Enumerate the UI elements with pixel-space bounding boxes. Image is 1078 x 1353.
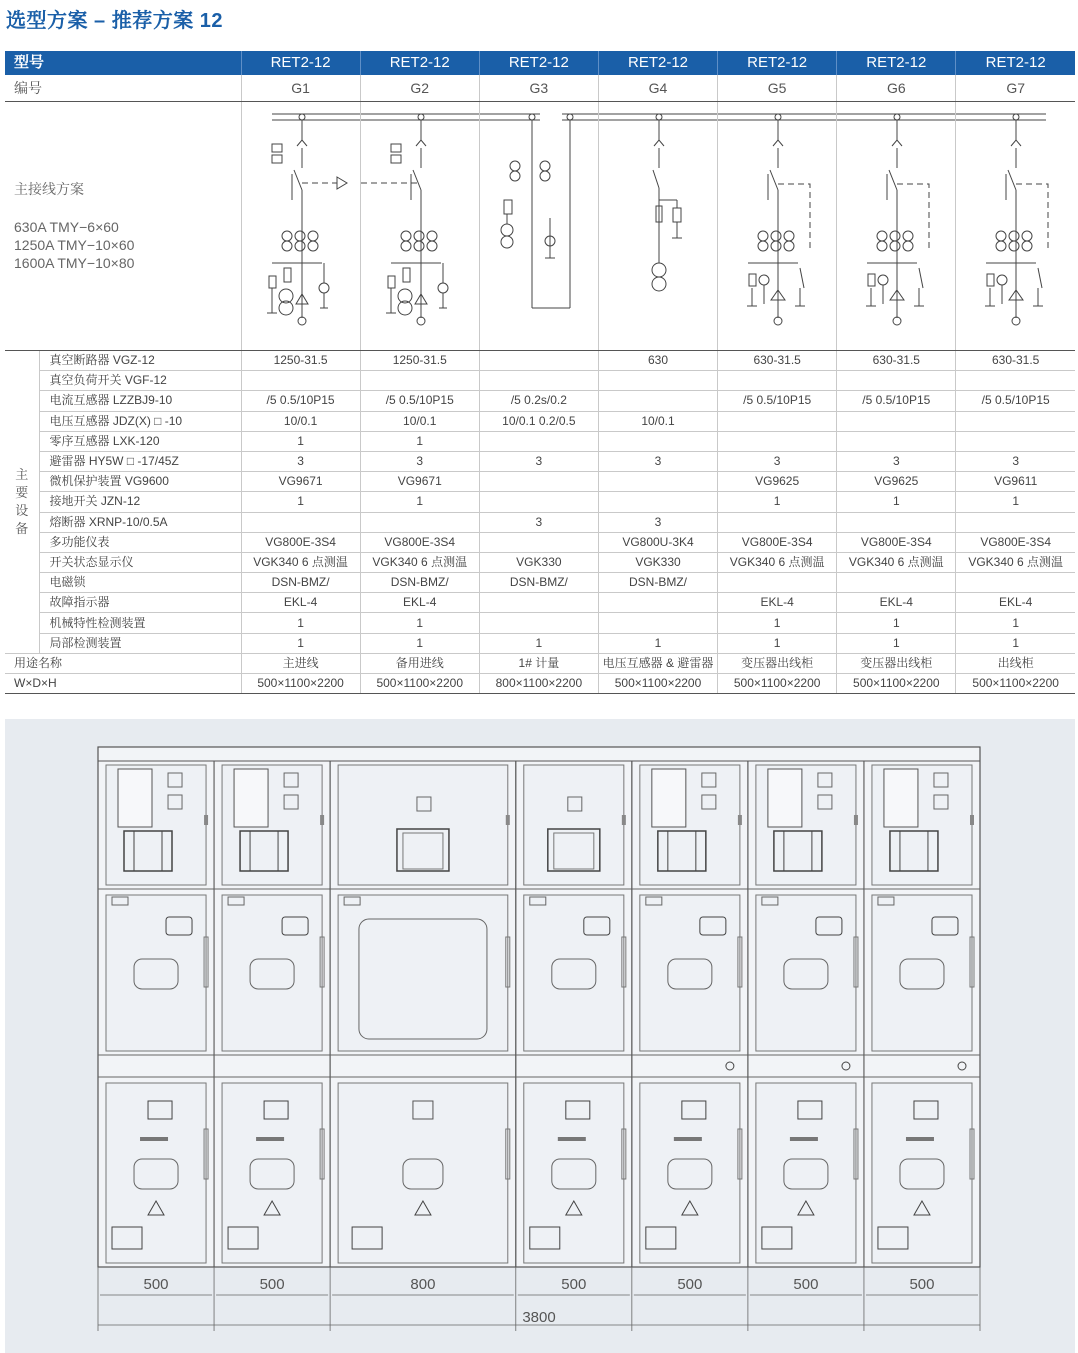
- equipment-value: [718, 512, 837, 532]
- dims-label: W×D×H: [5, 674, 241, 694]
- equipment-name: 局部检测装置: [39, 633, 241, 653]
- equipment-value: 1: [718, 492, 837, 512]
- equipment-value: VG9611: [956, 472, 1075, 492]
- metering-diagram: [480, 108, 598, 338]
- front-view-panel: [5, 719, 1075, 1353]
- equipment-value: 10/0.1: [360, 411, 479, 431]
- dims-row: [5, 674, 1075, 694]
- model-cell: RET2-12: [598, 51, 717, 75]
- equipment-row: [5, 371, 1075, 391]
- equipment-value: VGK330: [479, 552, 598, 572]
- cabinet-front-1: [98, 761, 214, 1267]
- standby-feeder-diagram: [361, 108, 479, 338]
- dims-cell: 800×1100×2200: [479, 674, 598, 694]
- usage-cell: 出线柜: [956, 653, 1075, 673]
- equipment-value: 10/0.1: [241, 411, 360, 431]
- equipment-row: [5, 391, 1075, 411]
- equipment-value: /5 0.2s/0.2: [479, 391, 598, 411]
- equipment-row: [5, 411, 1075, 431]
- equipment-value: [718, 411, 837, 431]
- equipment-name: 开关状态显示仪: [39, 552, 241, 572]
- equipment-name: 接地开关 JZN-12: [39, 492, 241, 512]
- equipment-value: VG800E-3S4: [837, 532, 956, 552]
- equipment-row: [5, 512, 1075, 532]
- model-row: [5, 51, 1075, 75]
- equipment-value: 1: [479, 633, 598, 653]
- equipment-value: VGK340 6 点测温: [718, 552, 837, 572]
- equipment-value: [479, 593, 598, 613]
- scheme-row: [5, 102, 1075, 351]
- equipment-value: /5 0.5/10P15: [718, 391, 837, 411]
- equipment-value: VGK340 6 点测温: [956, 552, 1075, 572]
- equipment-value: [598, 613, 717, 633]
- busbar-spec: 1600A TMY−10×80: [14, 255, 135, 271]
- code-row: [5, 75, 1075, 102]
- equipment-value: 1: [241, 431, 360, 451]
- model-cell: RET2-12: [718, 51, 837, 75]
- equipment-value: VGK340 6 点测温: [241, 552, 360, 572]
- equipment-value: 3: [241, 451, 360, 471]
- equipment-value: VG800E-3S4: [718, 532, 837, 552]
- switchgear-front-view: [5, 719, 1075, 1353]
- equipment-row: [5, 431, 1075, 451]
- equipment-value: [598, 431, 717, 451]
- cabinet-front-6: [748, 761, 864, 1267]
- usage-cell: 变压器出线柜: [718, 653, 837, 673]
- equipment-row: [5, 573, 1075, 593]
- model-cell: RET2-12: [360, 51, 479, 75]
- equipment-value: [241, 371, 360, 391]
- equipment-value: 3: [479, 512, 598, 532]
- equipment-value: 630-31.5: [837, 351, 956, 371]
- equipment-row: [5, 552, 1075, 572]
- width-dimension: 500: [561, 1276, 587, 1293]
- equipment-value: /5 0.5/10P15: [241, 391, 360, 411]
- equipment-row: [5, 532, 1075, 552]
- equipment-value: 1: [241, 613, 360, 633]
- dims-cell: 500×1100×2200: [360, 674, 479, 694]
- spec-table: [5, 51, 1075, 694]
- code-cell: G1: [241, 75, 360, 102]
- equipment-value: 10/0.1 0.2/0.5: [479, 411, 598, 431]
- equipment-value: DSN-BMZ/: [360, 573, 479, 593]
- busbar-spec: 1250A TMY−10×60: [14, 237, 135, 253]
- equipment-value: [837, 431, 956, 451]
- equipment-value: [598, 391, 717, 411]
- equipment-value: VG9671: [360, 472, 479, 492]
- equipment-value: 1: [360, 492, 479, 512]
- code-cell: G2: [360, 75, 479, 102]
- equipment-value: VG9625: [837, 472, 956, 492]
- equipment-row: [5, 633, 1075, 653]
- equipment-value: [360, 371, 479, 391]
- code-cell: G6: [837, 75, 956, 102]
- wiring-diagram-g5: [718, 102, 837, 351]
- dims-cell: 500×1100×2200: [837, 674, 956, 694]
- equipment-value: 3: [598, 512, 717, 532]
- equipment-value: VG800E-3S4: [241, 532, 360, 552]
- equipment-value: 1: [241, 492, 360, 512]
- cabinet-front-2: [214, 761, 330, 1267]
- dims-cell: 500×1100×2200: [598, 674, 717, 694]
- width-dimension: 800: [410, 1276, 436, 1293]
- usage-row: [5, 653, 1075, 673]
- width-dimension: 500: [793, 1276, 819, 1293]
- equipment-name: 真空负荷开关 VGF-12: [39, 371, 241, 391]
- equipment-value: 1: [837, 613, 956, 633]
- equipment-name: 电压互感器 JDZ(X) □ -10: [39, 411, 241, 431]
- cabinet-front-5: [632, 761, 748, 1267]
- usage-cell: 变压器出线柜: [837, 653, 956, 673]
- equipment-value: [598, 472, 717, 492]
- equipment-value: 3: [956, 451, 1075, 471]
- equipment-value: VGK340 6 点测温: [360, 552, 479, 572]
- equipment-value: VG800U-3K4: [598, 532, 717, 552]
- equipment-value: EKL-4: [718, 593, 837, 613]
- equipment-value: [956, 431, 1075, 451]
- equipment-value: [598, 593, 717, 613]
- equipment-value: [479, 472, 598, 492]
- model-cell: RET2-12: [956, 51, 1075, 75]
- code-label: 编号: [5, 75, 241, 102]
- cabinet-front-7: [864, 761, 980, 1267]
- model-cell: RET2-12: [241, 51, 360, 75]
- dims-cell: 500×1100×2200: [956, 674, 1075, 694]
- equipment-value: EKL-4: [241, 593, 360, 613]
- dims-cell: 500×1100×2200: [718, 674, 837, 694]
- cabinet-front-3: [330, 761, 516, 1267]
- equipment-value: EKL-4: [360, 593, 479, 613]
- usage-cell: 1# 计量: [479, 653, 598, 673]
- equipment-value: VGK330: [598, 552, 717, 572]
- model-cell: RET2-12: [837, 51, 956, 75]
- equipment-value: 1: [956, 492, 1075, 512]
- model-cell: RET2-12: [479, 51, 598, 75]
- equipment-value: [956, 512, 1075, 532]
- equipment-value: [598, 492, 717, 512]
- equipment-value: EKL-4: [837, 593, 956, 613]
- equipment-value: [479, 351, 598, 371]
- equipment-name: 零序互感器 LXK-120: [39, 431, 241, 451]
- wiring-diagram-g3: [479, 102, 598, 351]
- equipment-value: 630-31.5: [956, 351, 1075, 371]
- equipment-row: [5, 613, 1075, 633]
- equipment-value: DSN-BMZ/: [598, 573, 717, 593]
- page-title: 选型方案 – 推荐方案 12: [6, 10, 224, 32]
- equipment-row: [5, 472, 1075, 492]
- equipment-value: 3: [718, 451, 837, 471]
- group-label-char: 备: [15, 520, 29, 536]
- equipment-name: 电流互感器 LZZBJ9-10: [39, 391, 241, 411]
- equipment-value: [837, 371, 956, 391]
- equipment-value: 1: [956, 613, 1075, 633]
- equipment-value: 3: [479, 451, 598, 471]
- dims-cell: 500×1100×2200: [241, 674, 360, 694]
- equipment-value: 1250-31.5: [360, 351, 479, 371]
- usage-cell: 主进线: [241, 653, 360, 673]
- wiring-diagram-g1: [241, 102, 360, 351]
- equipment-value: 1: [360, 613, 479, 633]
- code-cell: G5: [718, 75, 837, 102]
- equipment-value: 1: [956, 633, 1075, 653]
- width-dimension: 500: [677, 1276, 703, 1293]
- equipment-value: VG800E-3S4: [956, 532, 1075, 552]
- equipment-row: [5, 351, 1075, 371]
- equipment-rows: [5, 351, 1075, 654]
- equipment-value: 1250-31.5: [241, 351, 360, 371]
- wiring-diagram-g7: [956, 102, 1075, 351]
- code-cell: G7: [956, 75, 1075, 102]
- equipment-value: [837, 512, 956, 532]
- equipment-value: [837, 411, 956, 431]
- group-label-char: 主: [15, 466, 29, 482]
- equipment-value: [479, 431, 598, 451]
- wiring-diagram-g6: [837, 102, 956, 351]
- equipment-name: 真空断路器 VGZ-12: [39, 351, 241, 371]
- usage-cell: 电压互感器 & 避雷器: [598, 653, 717, 673]
- width-dimension: 500: [909, 1276, 935, 1293]
- equipment-value: 1: [360, 633, 479, 653]
- equipment-value: 1: [837, 633, 956, 653]
- equipment-value: VG800E-3S4: [360, 532, 479, 552]
- equipment-name: 多功能仪表: [39, 532, 241, 552]
- equipment-value: 630-31.5: [718, 351, 837, 371]
- width-dimension: 500: [143, 1276, 169, 1293]
- equipment-value: VG9671: [241, 472, 360, 492]
- equipment-name: 故障指示器: [39, 593, 241, 613]
- equipment-row: [5, 492, 1075, 512]
- usage-label: 用途名称: [5, 653, 241, 673]
- equipment-value: 1: [718, 633, 837, 653]
- cabinet-front-4: [516, 761, 632, 1267]
- equipment-value: [718, 371, 837, 391]
- pt-arrester-diagram: [599, 108, 717, 338]
- equipment-value: 1: [360, 431, 479, 451]
- equipment-value: VGK340 6 点测温: [837, 552, 956, 572]
- equipment-value: 1: [598, 633, 717, 653]
- equipment-value: [718, 431, 837, 451]
- code-cell: G3: [479, 75, 598, 102]
- equipment-value: EKL-4: [956, 593, 1075, 613]
- equipment-value: [360, 512, 479, 532]
- equipment-name: 微机保护装置 VG9600: [39, 472, 241, 492]
- transformer-outgoing-diagram: [837, 108, 955, 338]
- usage-cell: 备用进线: [360, 653, 479, 673]
- equipment-value: 1: [718, 613, 837, 633]
- outgoing-diagram: [956, 108, 1074, 338]
- equipment-value: /5 0.5/10P15: [360, 391, 479, 411]
- equipment-value: DSN-BMZ/: [479, 573, 598, 593]
- equipment-value: DSN-BMZ/: [241, 573, 360, 593]
- scheme-label: 主接线方案: [14, 181, 84, 197]
- transformer-outgoing-diagram: [718, 108, 836, 338]
- equipment-name: 电磁锁: [39, 573, 241, 593]
- total-width-dimension: 3800: [522, 1309, 556, 1326]
- wiring-diagram-g2: [360, 102, 479, 351]
- equipment-value: [718, 573, 837, 593]
- equipment-value: [479, 371, 598, 391]
- equipment-value: 1: [837, 492, 956, 512]
- equipment-value: [837, 573, 956, 593]
- busbar-spec: 630A TMY−6×60: [14, 219, 119, 235]
- width-dimension: 500: [259, 1276, 285, 1293]
- equipment-value: /5 0.5/10P15: [837, 391, 956, 411]
- equipment-value: 3: [837, 451, 956, 471]
- equipment-row: [5, 451, 1075, 471]
- equipment-value: 3: [598, 451, 717, 471]
- equipment-value: [598, 371, 717, 391]
- incoming-feeder-diagram: [242, 108, 360, 338]
- group-label-char: 设: [15, 502, 29, 518]
- group-label-char: 要: [15, 484, 29, 500]
- equipment-name: 熔断器 XRNP-10/0.5A: [39, 512, 241, 532]
- equipment-value: 630: [598, 351, 717, 371]
- equipment-value: [479, 492, 598, 512]
- equipment-value: VG9625: [718, 472, 837, 492]
- code-cell: G4: [598, 75, 717, 102]
- equipment-value: [479, 613, 598, 633]
- equipment-value: [956, 411, 1075, 431]
- equipment-value: [479, 532, 598, 552]
- equipment-row: [5, 593, 1075, 613]
- model-label: 型号: [5, 51, 241, 75]
- equipment-value: [241, 512, 360, 532]
- equipment-name: 机械特性检测装置: [39, 613, 241, 633]
- equipment-value: 1: [241, 633, 360, 653]
- equipment-value: /5 0.5/10P15: [956, 391, 1075, 411]
- equipment-name: 避雷器 HY5W □ -17/45Z: [39, 451, 241, 471]
- equipment-value: [956, 371, 1075, 391]
- main-equipment-group-label: [5, 351, 39, 654]
- equipment-value: 3: [360, 451, 479, 471]
- equipment-value: 10/0.1: [598, 411, 717, 431]
- equipment-value: [956, 573, 1075, 593]
- wiring-diagram-g4: [598, 102, 717, 351]
- scheme-label-cell: [5, 102, 241, 351]
